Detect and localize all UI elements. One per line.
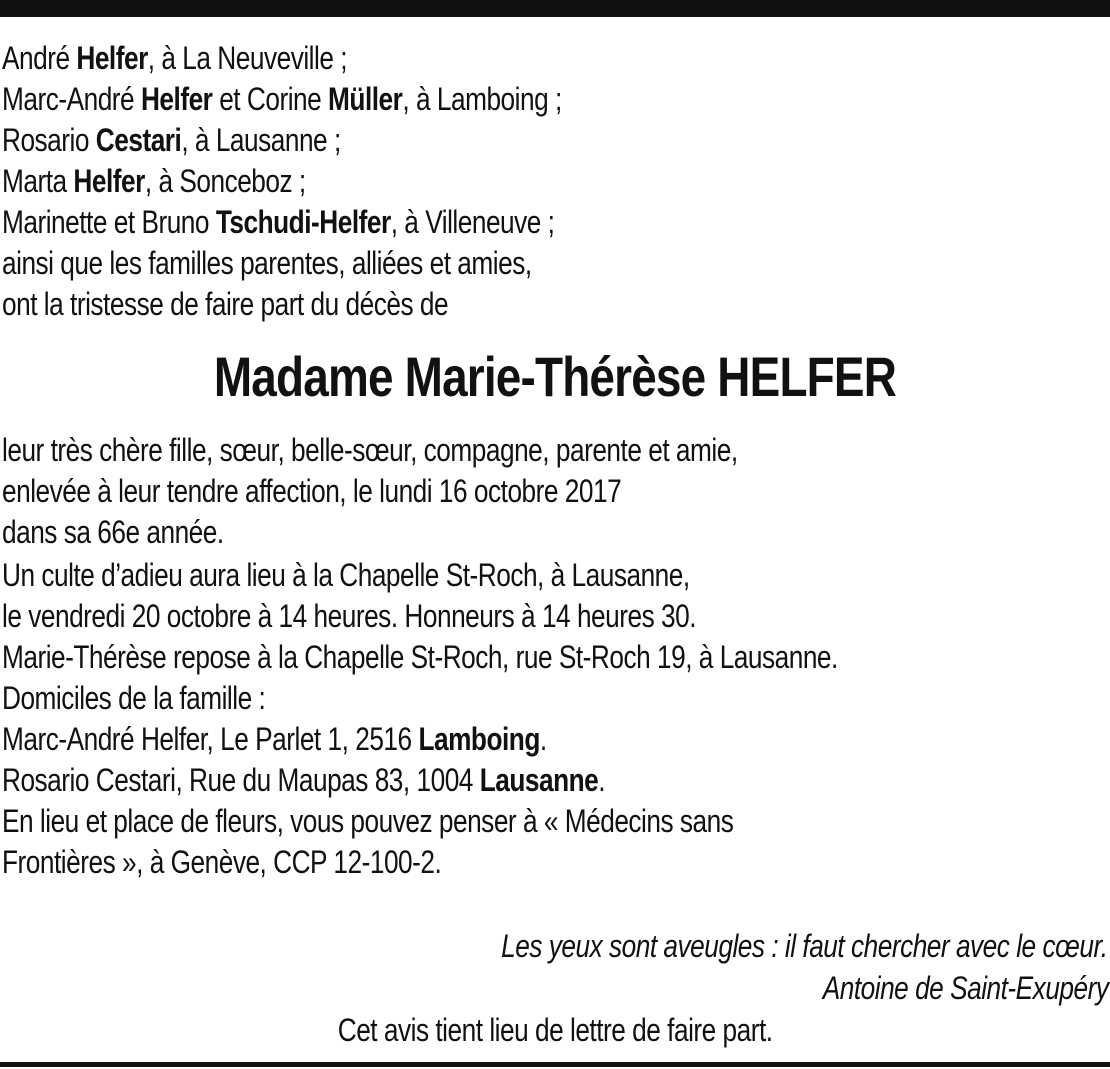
address-line-1: Marc-André Helfer, Le Parlet 1, 2516 Lamboing.	[2, 721, 547, 757]
body-line-4: Un culte d’adieu aura lieu à la Chapelle St-Roch, à Lausanne,	[2, 557, 690, 593]
body-line-7: Domiciles de la famille :	[2, 680, 266, 716]
family-line-3: Rosario Cestari, à Lausanne ;	[2, 122, 341, 158]
intro-line-1: ainsi que les familles parentes, alliées et amies,	[2, 245, 532, 281]
bottom-border-rule	[0, 1062, 1110, 1067]
address-line-2: Rosario Cestari, Rue du Maupas 83, 1004 Lausanne.	[2, 762, 606, 798]
family-line-2: Marc-André Helfer et Corine Müller, à Lamboing ;	[2, 81, 562, 117]
body-line-6: Marie-Thérèse repose à la Chapelle St-Roch, rue St-Roch 19, à Lausanne.	[2, 639, 838, 675]
closing-note: Cet avis tient lieu de lettre de faire part.	[337, 1012, 773, 1048]
donation-line-2: Frontières », à Genève, CCP 12-100-2.	[2, 844, 442, 880]
body-line-5: le vendredi 20 octobre à 14 heures. Honneurs à 14 heures 30.	[2, 598, 697, 634]
top-border-rule	[0, 0, 1110, 17]
family-line-5: Marinette et Bruno Tschudi-Helfer, à Villeneuve ;	[2, 204, 555, 240]
quote-author: Antoine de Saint-Exupéry	[822, 970, 1108, 1006]
body-line-1: leur très chère fille, sœur, belle-sœur, compagne, parente et amie,	[2, 432, 738, 468]
donation-line-1: En lieu et place de fleurs, vous pouvez penser à « Médecins sans	[2, 803, 734, 839]
deceased-name-heading: Madame Marie-Thérèse HELFER	[213, 345, 897, 408]
intro-line-2: ont la tristesse de faire part du décès de	[2, 286, 449, 322]
body-line-2: enlevée à leur tendre affection, le lundi 16 octobre 2017	[2, 473, 622, 509]
body-line-3: dans sa 66e année.	[2, 514, 224, 550]
family-line-1: André Helfer, à La Neuveville ;	[2, 40, 348, 76]
family-line-4: Marta Helfer, à Sonceboz ;	[2, 163, 306, 199]
quote-text: Les yeux sont aveugles : il faut chercher avec le cœur.	[501, 928, 1108, 964]
